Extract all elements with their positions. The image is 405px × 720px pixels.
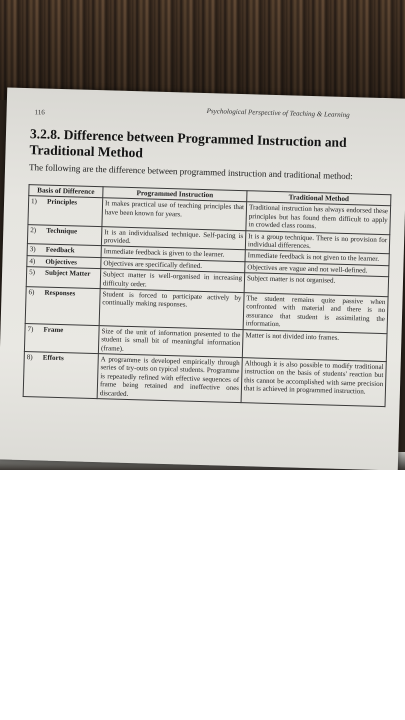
- header-basis: Basis of Difference: [29, 185, 103, 198]
- basis-name: Frame: [43, 325, 64, 334]
- programmed-cell: Subject matter is well-organised in increasing difficulty order.: [100, 269, 244, 293]
- blank-area: [0, 470, 405, 720]
- running-head: Psychological Perspective of Teaching & Learning: [206, 107, 350, 120]
- section-heading: 3.2.8. Difference between Programmed Instruction and Traditional Method: [29, 126, 347, 161]
- row-number: 7): [27, 324, 34, 333]
- programmed-cell: A programme is developed empirically through series of try-outs on typical students. Programme is repeatedly refined with effective sequences of frame being retained and ineffective ones discarded.: [97, 354, 242, 403]
- row-number: 3): [29, 245, 36, 254]
- traditional-cell: Subject matter is not organised.: [244, 273, 388, 297]
- row-number: 8): [26, 353, 33, 362]
- row-number: 5): [29, 268, 36, 277]
- traditional-cell: It is a group technique. There is no provision for individual differences.: [245, 230, 389, 254]
- traditional-cell: Immediate feedback is not given to the learner.: [245, 250, 389, 265]
- programmed-cell: Size of the unit of information presented to the student is small bit of meaningful information (frame).: [98, 325, 243, 357]
- programmed-cell: Objectives are specifically defined.: [101, 258, 245, 273]
- row-number: 1): [30, 197, 38, 206]
- basis-name: Efforts: [42, 353, 64, 363]
- row-number: 4): [29, 257, 36, 266]
- traditional-cell: Matter is not divided into frames.: [242, 329, 387, 361]
- programmed-cell: It is an individualised technique. Self-pacing is provided.: [101, 226, 245, 250]
- programmed-cell: Immediate feedback is given to the learner.: [101, 246, 245, 261]
- traditional-cell: Although it is also possible to modify traditional instruction on the basis of students' reaction but this cannot be accomplished with same precision that is achieved in programmed instruction.: [241, 358, 386, 407]
- book-page: [0, 87, 405, 470]
- row-number: 2): [30, 225, 37, 234]
- basis-name: Subject Matter: [44, 268, 91, 279]
- traditional-cell: Objectives are vague and not well-defined.: [245, 262, 389, 277]
- basis-name: Responses: [44, 288, 76, 298]
- basis-name: Technique: [46, 226, 78, 236]
- page-number: 116: [34, 108, 45, 117]
- basis-name: Principles: [46, 198, 78, 207]
- table-row: [23, 351, 386, 406]
- programmed-cell: It makes practical use of teaching principles that have been known for years.: [102, 198, 247, 230]
- basis-name: Objectives: [45, 257, 78, 267]
- basis-name: Feedback: [45, 246, 75, 255]
- header-programmed: Programmed Instruction: [103, 187, 247, 202]
- header-traditional: Traditional Method: [247, 191, 391, 206]
- traditional-cell: Traditional instruction has always endorsed these principles but has found them difficult to apply in crowded class rooms.: [246, 202, 391, 234]
- row-number: 6): [28, 288, 35, 297]
- programmed-cell: Student is forced to participate actively by continually making responses.: [99, 289, 244, 330]
- intro-text: The following are the difference between programmed instruction and traditional method:: [28, 162, 353, 182]
- comparison-table: [23, 184, 392, 407]
- traditional-cell: The student remains quite passive when confronted with material and there is no assurance that student is assimilating the information.: [243, 293, 388, 334]
